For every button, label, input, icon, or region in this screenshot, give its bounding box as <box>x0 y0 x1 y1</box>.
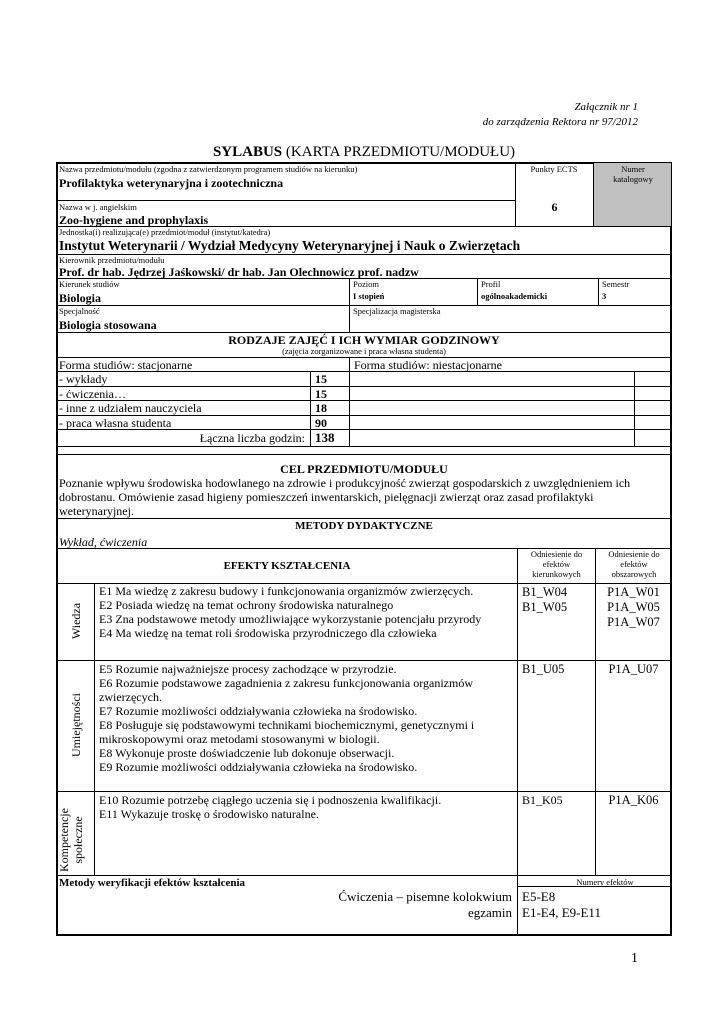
area-ref: P1A_W01 <box>607 585 660 599</box>
field-refs-skills <box>522 662 594 677</box>
outcome-list-skills <box>99 662 515 774</box>
form-fulltime-label: Forma studiów: stacjonarne <box>59 358 193 372</box>
outcome-item: E4 Ma wiedzę na temat roli środowiska przyrodniczego dla człowieka <box>99 626 437 640</box>
page-number: 1 <box>631 951 638 966</box>
unit-name: Instytut Weterynarii / Wydział Medycyny Weterynaryjnej i Nauk o Zwierzętach <box>59 238 521 253</box>
outcome-item: E1 Ma wiedzę z zakresu budowy i funkcjonowania organizmów zwierzęcych. <box>99 584 474 598</box>
outcome-item: E8 Posługuje się podstawowymi technikami biochemicznymi, genetycznymi i mikroskopowymi oraz metodami stosowanymi w biologii. <box>99 718 475 746</box>
area-refs-skills <box>596 662 671 677</box>
outcome-list-social <box>99 793 515 821</box>
verification-method: Ćwiczenia – pisemne kolokwium <box>338 889 512 904</box>
outcome-item: E5 Rozumie najważniejsze procesy zachodzące w przyrodzie. <box>99 662 397 676</box>
ects-label: Punkty ECTS <box>530 164 578 174</box>
english-name: Zoo-hygiene and prophylaxis <box>59 213 209 227</box>
field-label: Kierunek studiów <box>59 279 120 289</box>
group-label-skills: Umiejętności <box>69 693 83 757</box>
group-label-knowledge: Wiedza <box>69 602 83 640</box>
specialty-value: Biologia stosowana <box>59 318 157 332</box>
outcome-item: E9 Rozumie możliwości oddziaływania człowieka na środowisko. <box>99 760 418 774</box>
document-title: SYLABUS (KARTA PRZEDMIOTU/MODUŁU) <box>212 144 516 160</box>
area-ref: P1A_U07 <box>608 662 659 676</box>
total-hours-label: Łączna liczba godzin: <box>199 431 305 445</box>
profile-value: ogólnoakademicki <box>481 291 548 301</box>
area-refs-knowledge <box>596 585 671 630</box>
outcome-item: E2 Posiada wiedzę na temat ochrony środowiska naturalnego <box>99 598 394 612</box>
hours-subtitle: (zajęcia zorganizowane i praca własna studenta) <box>282 346 446 356</box>
hours-row-label: - wykłady <box>59 372 108 386</box>
field-refs-knowledge <box>522 585 594 615</box>
hours-row-label: - inne z udziałem nauczyciela <box>59 401 202 415</box>
area-ref: P1A_W05 <box>607 600 660 614</box>
catalog-number-label: Numer katalogowy <box>613 164 653 184</box>
hours-row-label: - praca własna studenta <box>59 416 172 430</box>
english-name-label: Nazwa w j. angielskim <box>59 202 137 212</box>
semester-value: 3 <box>602 291 607 301</box>
outcomes-title: EFEKTY KSZTAŁCENIA <box>223 560 351 572</box>
verification-method: egzamin <box>467 905 512 920</box>
area-refs-social <box>596 793 671 808</box>
hours-title: RODZAJE ZAJĘĆ I ICH WYMIAR GODZINOWY <box>228 333 500 347</box>
hours-row-value: 15 <box>315 387 327 401</box>
verification-title: Metody weryfikacji efektów kształcenia <box>59 877 246 889</box>
outcome-item: E6 Rozumie podstawowe zagadnienia z zakresu funkcjonowania organizmów zwierzęcych. <box>99 676 473 704</box>
field-refs-header: Odniesienie do efektów kierunkowych <box>530 549 583 579</box>
outcome-item: E3 Zna podstawowe metody umożliwiające wykorzystanie potencjału przyrody <box>99 612 482 626</box>
subject-name-label: Nazwa przedmiotu/modułu (zgodna z zatwierdzonym programem studiów na kierunku) <box>59 164 358 174</box>
head-label: Kierownik przedmiotu/modułu <box>59 255 165 265</box>
subject-name: Profilaktyka weterynaryjna i zootechniczna <box>59 176 284 190</box>
effect-numbers-label: Numery efektów <box>576 877 634 887</box>
decree-label: do zarządzenia Rektora nr 97/2012 <box>482 116 638 128</box>
field-ref: B1_U05 <box>522 662 565 676</box>
hours-row-value: 18 <box>315 401 327 415</box>
specialty-label: Specjalność <box>59 306 100 316</box>
profile-label: Profil <box>481 279 501 289</box>
head-name: Prof. dr hab. Jędrzej Jaśkowski/ dr hab. Jan Olechnowicz prof. nadzw <box>59 265 419 279</box>
outcome-item: E10 Rozumie potrzebę ciągłego uczenia się i podnoszenia kwalifikacji. <box>99 793 442 807</box>
field-ref: B1_W05 <box>522 600 568 614</box>
outcome-item: E7 Rozumie możliwości oddziaływania człowieka na środowisko. <box>99 704 418 718</box>
level-label: Poziom <box>353 279 379 289</box>
verification-effects: E5-E8 <box>522 889 556 904</box>
hours-row-value: 15 <box>315 372 327 386</box>
field-ref: B1_W04 <box>522 585 568 599</box>
field-value: Biologia <box>59 291 102 305</box>
hours-row-value: 90 <box>315 416 327 430</box>
ects-value: 6 <box>551 200 558 214</box>
methods-title: METODY DYDAKTYCZNE <box>295 520 433 532</box>
semester-label: Semestr <box>602 279 630 289</box>
verification-effects: E1-E4, E9-E11 <box>522 905 601 920</box>
outcome-list-knowledge <box>99 584 515 640</box>
master-specialization-label: Specjalizacja magisterska <box>353 306 441 316</box>
field-refs-social <box>522 793 594 807</box>
area-refs-header: Odniesienie do efektów obszarowych <box>608 549 660 579</box>
unit-label: Jednostka(i) realizująca(e) przedmiot/moduł (instytut/katedra) <box>59 227 271 237</box>
attachment-label: Załącznik nr 1 <box>574 101 638 113</box>
hours-row-label: - ćwiczenia… <box>59 387 126 401</box>
methods-text: Wykład, ćwiczenia <box>59 535 148 549</box>
outcome-item: E8 Wykonuje proste doświadczenie lub dokonuje obserwacji. <box>99 746 395 760</box>
field-ref: B1_K05 <box>522 793 563 807</box>
outcome-item: E11 Wykazuje troskę o środowisko naturalne. <box>99 807 319 821</box>
level-value: I stopień <box>353 291 385 301</box>
goal-title: CEL PRZEDMIOTU/MODUŁU <box>280 462 448 476</box>
total-hours-value: 138 <box>315 430 335 445</box>
area-ref: P1A_K06 <box>608 793 659 807</box>
group-label-social-competences: Kompetencje społeczne <box>57 808 85 872</box>
goal-text: Poznanie wpływu środowiska hodowlanego na zdrowie i produkcyjność zwierząt gospodarskich z uwzględnieniem ich dobrostanu. Omówienie zasad higieny pomieszczeń inwentarskich, pielęgnacji zwierząt oraz zasad profilaktyki weterynaryjnej. <box>59 476 631 518</box>
area-ref: P1A_W07 <box>607 615 660 629</box>
form-parttime-label: Forma studiów: niestacjonarne <box>354 358 502 372</box>
